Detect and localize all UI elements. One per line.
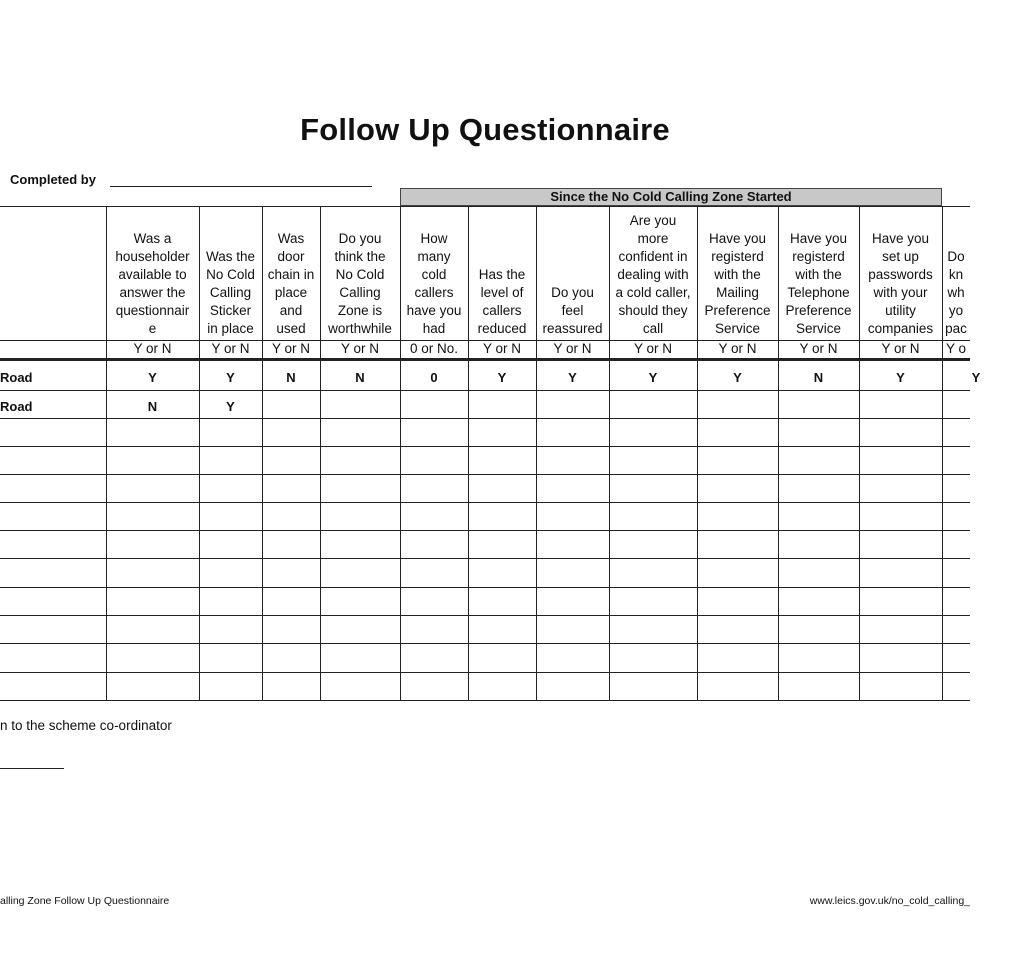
row-rule bbox=[0, 474, 970, 475]
table-cell: 0 bbox=[430, 370, 438, 385]
table-cell: Y bbox=[568, 370, 577, 385]
row-label: Road bbox=[0, 399, 33, 414]
table-cell: N bbox=[147, 399, 158, 414]
column-header: Have you registerd with the Telephone Preference Service bbox=[785, 231, 852, 336]
column-answer-format: Y or N bbox=[482, 341, 521, 356]
column-answer-format: Y or N bbox=[133, 341, 172, 356]
row-rule bbox=[0, 615, 970, 616]
column-answer-format: Y or N bbox=[633, 341, 672, 356]
column-header: Was a householder available to answer the questionnair e bbox=[115, 231, 190, 336]
column-header: Was the No Cold Calling Sticker in place bbox=[205, 249, 256, 336]
table-cell: Y bbox=[226, 370, 235, 385]
completed-by-label: Completed by bbox=[10, 172, 96, 187]
column-answer-format: Y or N bbox=[340, 341, 379, 356]
column-header: Do you think the No Cold Calling Zone is worthwhile bbox=[328, 231, 392, 336]
column-header: Are you more confident in dealing with a cold caller, should they call bbox=[615, 213, 691, 336]
table-cell: Y bbox=[497, 370, 507, 385]
completed-by-line bbox=[110, 186, 372, 187]
column-header: Do you feel reassured bbox=[542, 285, 603, 336]
column-header: Has the level of callers reduced bbox=[477, 267, 527, 336]
row-rule bbox=[0, 530, 970, 531]
table-cell: Y bbox=[148, 370, 157, 385]
table-cell: Y bbox=[226, 399, 235, 414]
table-cell: N bbox=[813, 370, 824, 385]
row-rule bbox=[0, 587, 970, 588]
column-rule bbox=[536, 206, 537, 701]
column-header: Have you set up passwords with your utility companies bbox=[867, 231, 934, 336]
column-header: Have you registerd with the Mailing Preference Service bbox=[704, 231, 771, 336]
column-header: Was door chain in place and used bbox=[267, 231, 315, 336]
table-cell: N bbox=[355, 370, 365, 385]
column-answer-format: Y or N bbox=[799, 341, 838, 356]
header-top-rule bbox=[0, 206, 970, 207]
column-answer-format: 0 or No. bbox=[409, 341, 459, 356]
page-title: Follow Up Questionnaire bbox=[300, 112, 670, 147]
table-cell: Y bbox=[648, 370, 658, 385]
row-rule bbox=[0, 446, 970, 447]
row-rule bbox=[0, 558, 970, 559]
row-rule bbox=[0, 700, 970, 701]
table-cell: N bbox=[286, 370, 296, 385]
column-answer-format: Y or N bbox=[881, 341, 920, 356]
row-rule bbox=[0, 643, 970, 644]
return-note: n to the scheme co-ordinator bbox=[0, 718, 172, 733]
row-rule bbox=[0, 502, 970, 503]
footer-title: alling Zone Follow Up Questionnaire bbox=[0, 895, 170, 907]
column-header: Do kn wh yo pac bbox=[945, 249, 967, 336]
row-rule bbox=[0, 672, 970, 673]
since-zone-started-band: Since the No Cold Calling Zone Started bbox=[400, 188, 942, 206]
header-bottom-rule bbox=[0, 358, 970, 361]
column-header: How many cold callers have you had bbox=[406, 231, 462, 336]
footer-url: www.leics.gov.uk/no_cold_calling_ bbox=[809, 895, 970, 907]
column-answer-format: Y or N bbox=[718, 341, 757, 356]
column-answer-format: Y or N bbox=[553, 341, 592, 356]
column-answer-format: Y or N bbox=[271, 341, 310, 356]
table-cell: Y bbox=[971, 370, 981, 385]
signature-line bbox=[0, 768, 64, 769]
table-cell: Y bbox=[896, 370, 905, 385]
table-cell: Y bbox=[733, 370, 742, 385]
column-answer-format: Y or N bbox=[211, 341, 250, 356]
row-label: Road bbox=[0, 370, 33, 385]
column-answer-format: Y o bbox=[945, 341, 967, 356]
